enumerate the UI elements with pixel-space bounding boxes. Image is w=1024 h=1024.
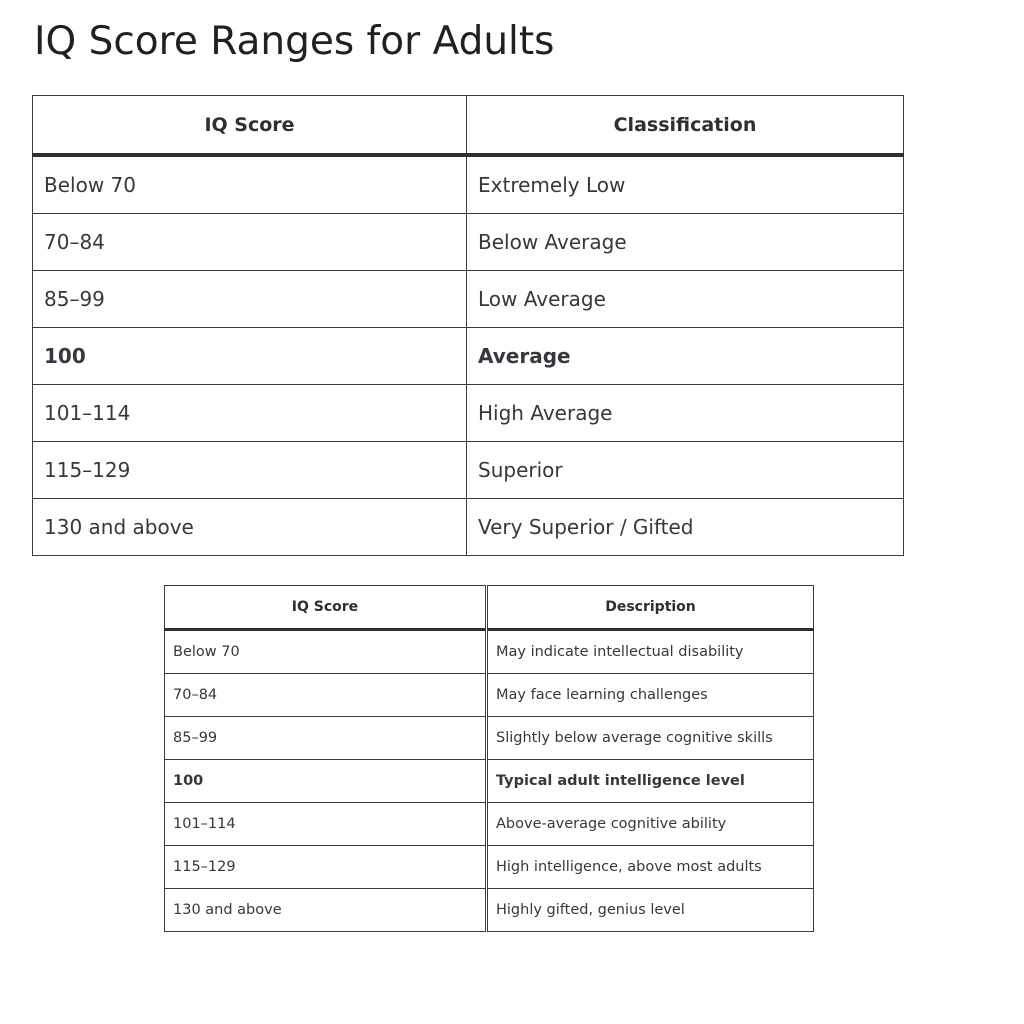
iq-score-cell: Below 70 [165,630,487,674]
description-table [164,585,814,932]
iq-score-cell: 101–114 [33,385,467,442]
classification-cell: Superior [467,442,904,499]
column-header-classification: Classification [467,96,904,156]
table-row [33,271,904,328]
table-header-row [165,586,814,630]
table-row [165,889,814,932]
table-row [33,385,904,442]
page-title: IQ Score Ranges for Adults [34,19,555,64]
iq-score-cell: 70–84 [165,674,487,717]
table-row [165,846,814,889]
table-row [33,442,904,499]
iq-score-cell: 100 [165,760,487,803]
classification-cell: Average [467,328,904,385]
iq-score-cell: 130 and above [165,889,487,932]
table-row [165,760,814,803]
iq-score-cell: Below 70 [33,155,467,214]
table-row [165,803,814,846]
iq-score-cell: 85–99 [33,271,467,328]
table-row [165,630,814,674]
classification-cell: Extremely Low [467,155,904,214]
iq-score-cell: 130 and above [33,499,467,556]
description-cell: Typical adult intelligence level [487,760,814,803]
description-cell: Highly gifted, genius level [487,889,814,932]
classification-cell: Very Superior / Gifted [467,499,904,556]
description-cell: High intelligence, above most adults [487,846,814,889]
iq-score-cell: 100 [33,328,467,385]
iq-score-cell: 85–99 [165,717,487,760]
iq-score-cell: 115–129 [33,442,467,499]
classification-cell: High Average [467,385,904,442]
description-cell: May face learning challenges [487,674,814,717]
table-row [165,717,814,760]
iq-score-cell: 115–129 [165,846,487,889]
table-header-row [33,96,904,156]
iq-score-cell: 101–114 [165,803,487,846]
description-cell: May indicate intellectual disability [487,630,814,674]
description-cell: Slightly below average cognitive skills [487,717,814,760]
table-row [33,155,904,214]
table-row [33,214,904,271]
classification-cell: Below Average [467,214,904,271]
iq-score-cell: 70–84 [33,214,467,271]
column-header-description: Description [487,586,814,630]
column-header-iq-score: IQ Score [33,96,467,156]
table-row [33,499,904,556]
classification-table [32,95,904,556]
column-header-iq-score: IQ Score [165,586,487,630]
table-row [165,674,814,717]
classification-cell: Low Average [467,271,904,328]
description-cell: Above-average cognitive ability [487,803,814,846]
table-row [33,328,904,385]
